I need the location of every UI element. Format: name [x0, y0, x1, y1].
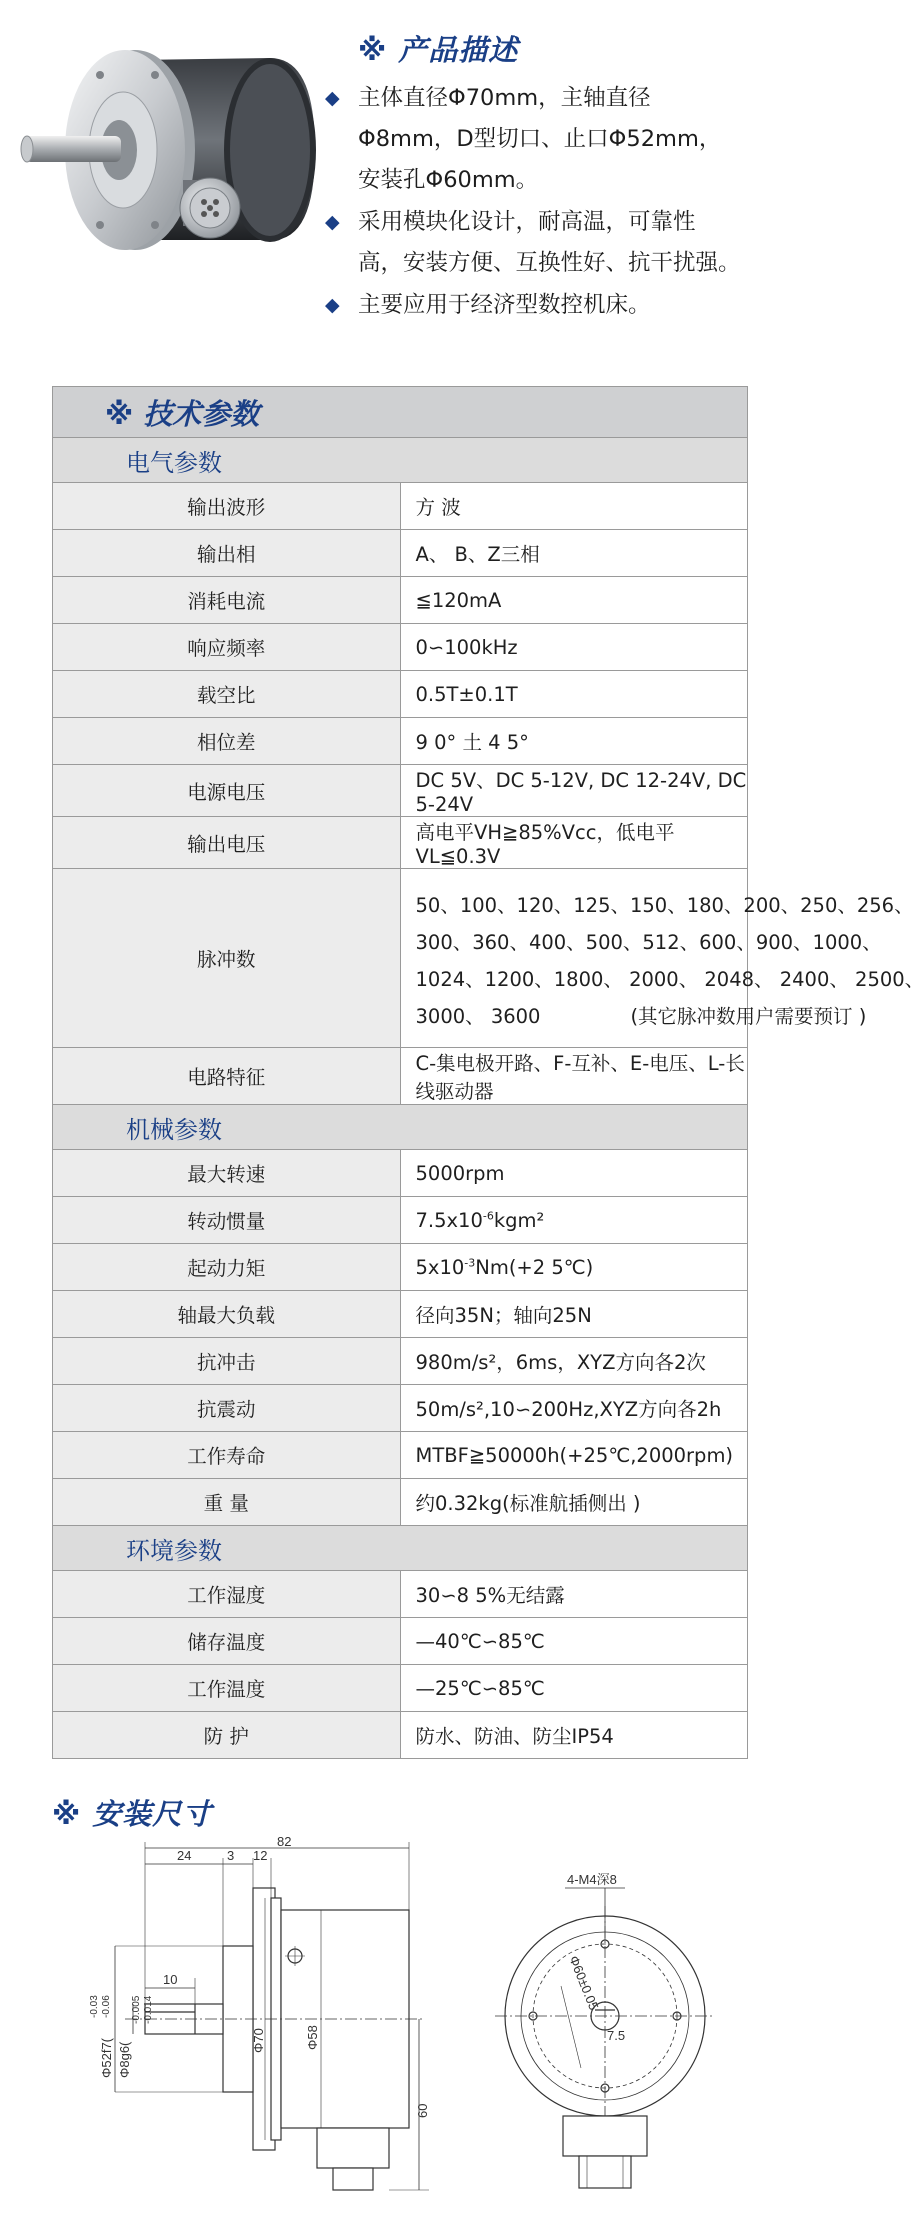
table-row: 输出波形 方 波 [53, 483, 748, 530]
diamond-bullet-icon: ◆ [325, 87, 340, 109]
table-row: 工作湿度 30∽8 5%无结露 [53, 1571, 748, 1618]
group-mechanical: 机械参数 [53, 1105, 748, 1150]
table-row: 抗冲击 980m/s²，6ms，XYZ方向各2次 [53, 1338, 748, 1385]
svg-text:-0.03: -0.03 [89, 1995, 100, 2018]
dim-7-5: 7.5 [607, 2028, 626, 2043]
svg-text:-0.014: -0.014 [143, 1995, 154, 2024]
description-item: ◆ 采用模块化设计，耐高温，可靠性 高，安装方便、互换性好、抗干扰强。 [322, 202, 792, 284]
description-item: ◆ 主体直径Φ70mm，主轴直径 Φ8mm，D型切口、止口Φ52mm， 安装孔Φ60mm。 [322, 78, 792, 201]
diamond-bullet-icon: ◆ [325, 294, 340, 316]
svg-text:-0.06: -0.06 [101, 1995, 112, 2018]
table-row: 轴最大负载 径向35N；轴向25N [53, 1291, 748, 1338]
table-row-pulse: 脉冲数 50、100、120、125、150、180、200、250、256、 300、360、400、500、512、600、900、1000、 1024、1200、1800、 2000、 2048、 2400、 2500、 3000、 3600 (其它脉冲数用户需要预订 ) [53, 869, 748, 1048]
table-row: 工作温度 —25℃∽85℃ [53, 1665, 748, 1712]
table-row: 防 护 防水、防油、防尘IP54 [53, 1712, 748, 1759]
dim-pcd: Φ60±0.05 [566, 1953, 602, 2013]
install-title: ※ 安装尺寸 [52, 1797, 213, 1831]
dimension-drawing [89, 1834, 725, 2198]
table-row: 抗震动 50m/s²,10∽200Hz,XYZ方向各2h [53, 1385, 748, 1432]
dim-24: 24 [177, 1848, 192, 1863]
diamond-bullet-icon: ◆ [325, 211, 340, 233]
svg-text:-0.005: -0.005 [131, 1995, 142, 2024]
group-environment: 环境参数 [53, 1526, 748, 1571]
table-row: 转动惯量 $7.5x10^{-6}kgm^2$ [53, 1197, 748, 1244]
pulse-values: 50、100、120、125、150、180、200、250、256、 300、360、400、500、512、600、900、1000、 1024、1200、1800、 2000、 2048、 2400、 2500、 3000、 3600 (其它脉冲数用户需要预订 ) [415, 894, 924, 1028]
table-row: 载空比 0.5T±0.1T [53, 671, 748, 718]
dim-82: 82 [277, 1834, 292, 1849]
table-row: 输出电压 高电平VH≧85%Vcc，低电平VL≦0.3V [53, 817, 748, 869]
table-row: 相位差 9 0° 土 4 5° [53, 718, 748, 765]
dim-10: 10 [163, 1972, 178, 1987]
table-row: 起动力矩 $5x10^{-3}Nm(+2$ 5℃) [53, 1244, 748, 1291]
table-row: 响应频率 0∽100kHz [53, 624, 748, 671]
table-row: 储存温度 —40℃∽85℃ [53, 1618, 748, 1665]
description-item: ◆ 主要应用于经济型数控机床。 [322, 285, 792, 326]
dim-12: 12 [253, 1848, 268, 1863]
table-row: 最大转速 5000rpm [53, 1150, 748, 1197]
dim-phi8: Φ8g6( [117, 2041, 132, 2078]
dim-mounting-holes: 4-M4深8 [567, 1872, 617, 1887]
table-row: 输出相 A、 B、Z三相 [53, 530, 748, 577]
pulse-note: (其它脉冲数用户需要预订 ) [630, 1005, 867, 1028]
dim-phi70: Φ70 [251, 2028, 266, 2053]
description-list [322, 78, 792, 327]
encoder-product-image [15, 30, 335, 280]
table-row: 电路特征 C-集电极开路、F-互补、E-电压、L-长线驱动器 [53, 1048, 748, 1105]
table-row: 重 量 约0.32kg(标准航插侧出 ) [53, 1479, 748, 1526]
dim-phi58: Φ58 [305, 2025, 320, 2050]
table-row: 工作寿命 MTBF≧50000h(+25℃,2000rpm) [53, 1432, 748, 1479]
dim-phi52: Φ52f7( [99, 2037, 114, 2078]
spec-table-header [53, 387, 748, 438]
group-electrical: 电气参数 [53, 438, 748, 483]
table-row: 消耗电流 ≦120mA [53, 577, 748, 624]
description-title: ※ 产品描述 [358, 33, 519, 67]
dim-60-height: 60 [415, 2103, 430, 2118]
spec-title: ※ 技术参数 [105, 396, 260, 431]
spec-table [52, 386, 924, 1759]
table-row: 电源电压 DC 5V、DC 5-12V, DC 12-24V, DC 5-24V [53, 765, 748, 817]
dim-3: 3 [227, 1848, 235, 1863]
